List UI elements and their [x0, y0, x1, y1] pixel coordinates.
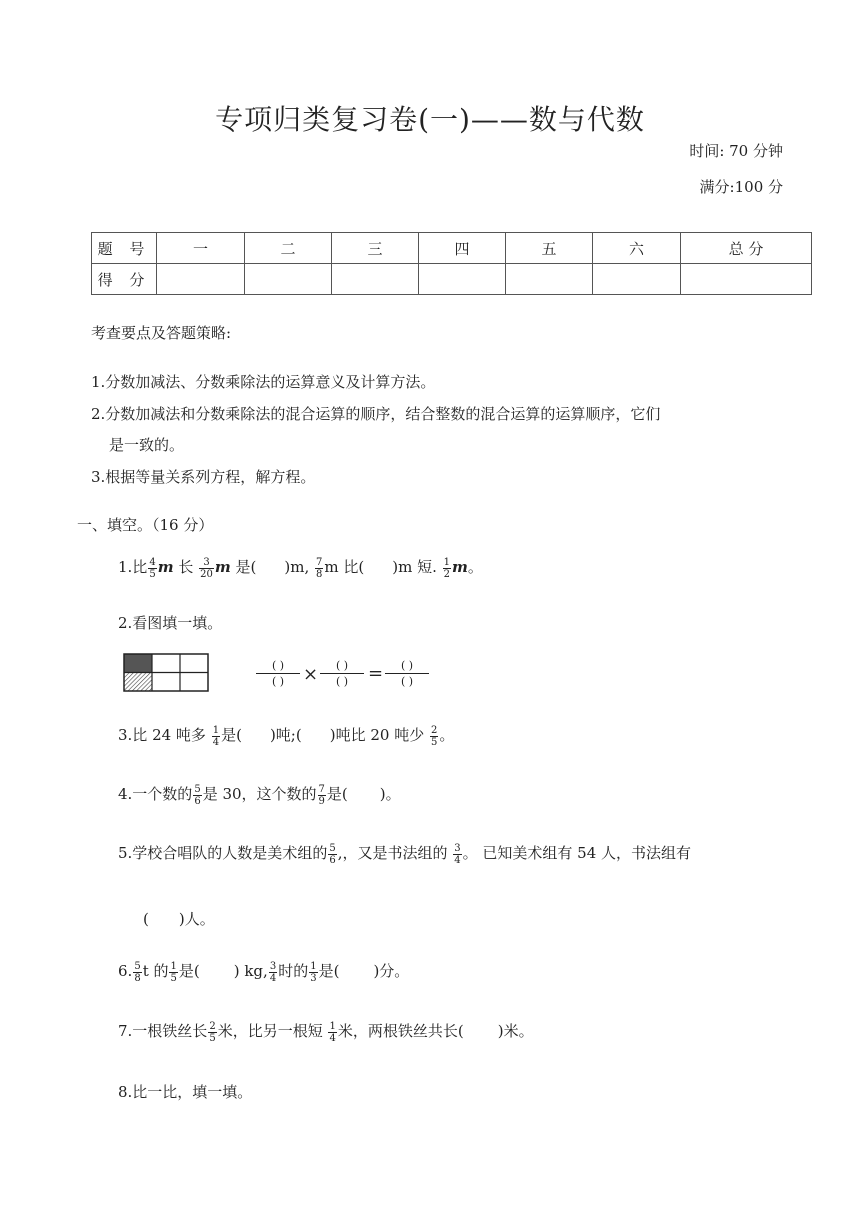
column-6: 六: [593, 233, 681, 264]
column-5: 五: [506, 233, 593, 264]
column-2: 二: [245, 233, 332, 264]
fraction: $\frac{2}{5}$: [430, 724, 438, 748]
score-cell-total[interactable]: [681, 264, 812, 295]
fraction: $\frac{1}{5}$: [170, 960, 177, 984]
strategy-item-3: 3.根据等量关系列方程，解方程。: [91, 468, 316, 486]
strategy-item-2: 2.分数加减法和分数乘除法的混合运算的顺序，结合整数的混合运算的运算顺序，它们: [91, 405, 661, 423]
fraction: $\frac{3}{4}$: [454, 842, 461, 866]
section-1-heading: 一、填空。（16 分）: [77, 516, 214, 534]
fraction: $\frac{1}{4}$: [212, 724, 220, 748]
fraction: $\frac{5}{6}$: [329, 842, 336, 866]
score-cell-1[interactable]: [157, 264, 245, 295]
fraction: $\frac{7}{9}$: [318, 783, 325, 807]
question-6: 6. $\frac{5}{8}$ t 的 $\frac{1}{5}$ 是( ) kg, $\frac{3}{4}$ 时的 $\frac{1}{3}$ 是( )分。: [118, 960, 410, 984]
fraction-grid-figure: [123, 653, 209, 693]
column-4: 四: [419, 233, 506, 264]
blank-fraction-1[interactable]: ( ) ( ): [256, 659, 300, 688]
strategy-heading: 考查要点及答题策略:: [91, 324, 232, 342]
question-1: 1.比 $\frac{4}{5}$ m 长 $\frac{3}{20}$ m 是( )m, $\frac{7}{8}$ m 比( )m 短. $\frac{1}{2}$ m。: [118, 556, 483, 580]
question-2: 2.看图填一填。: [118, 614, 223, 632]
score-cell-4[interactable]: [419, 264, 506, 295]
column-total: 总 分: [681, 233, 812, 264]
exam-time: 时间: 70 分钟: [689, 142, 783, 160]
score-table-header-row: [92, 233, 812, 264]
score-cell-2[interactable]: [245, 264, 332, 295]
column-1: 一: [157, 233, 245, 264]
fraction: $\frac{4}{5}$: [149, 556, 156, 580]
column-3: 三: [332, 233, 419, 264]
grid-cell-hatched: [124, 672, 152, 691]
times-sign: ×: [303, 664, 319, 685]
fraction: $\frac{3}{20}$: [200, 556, 213, 580]
strategy-item-1: 1.分数加减法、分数乘除法的运算意义及计算方法。: [91, 373, 436, 391]
equals-sign: =: [368, 663, 384, 684]
question-7: 7.一根铁丝长 $\frac{2}{5}$ 米，比另一根短 $\frac{1}{4}$ 米，两根铁丝共长( )米。: [118, 1020, 534, 1044]
question-4: 4.一个数的 $\frac{5}{6}$ 是 30，这个数的 $\frac{7}{9}$ 是( )。: [118, 783, 401, 807]
fraction: $\frac{5}{8}$: [134, 960, 141, 984]
score-cell-5[interactable]: [506, 264, 593, 295]
grid-cell-shaded: [124, 654, 152, 672]
fraction: $\frac{2}{5}$: [209, 1020, 216, 1044]
question-5-line-2: ( )人。: [143, 910, 215, 928]
fraction: $\frac{3}{4}$: [269, 960, 277, 984]
score-cell-3[interactable]: [332, 264, 419, 295]
strategy-item-2-cont: 是一致的。: [109, 436, 185, 454]
blank-fraction-3[interactable]: ( ) ( ): [385, 659, 429, 688]
score-cell-6[interactable]: [593, 264, 681, 295]
fraction: $\frac{1}{2}$: [443, 556, 451, 580]
question-8: 8.比一比，填一填。: [118, 1083, 253, 1101]
question-5: 5.学校合唱队的人数是美术组的 $\frac{5}{6}$ ,，又是书法组的 $\frac{3}{4}$ 。 已知美术组有 54 人，书法组有: [118, 842, 692, 866]
score-table: [91, 232, 812, 295]
score-table-score-row: [92, 264, 812, 295]
full-score: 满分:100 分: [699, 178, 783, 196]
blank-fraction-2[interactable]: ( ) ( ): [320, 659, 364, 688]
score-label: 得 分: [92, 264, 157, 295]
page-title: 专项归类复习卷(一)——数与代数: [215, 103, 645, 136]
fraction: $\frac{7}{8}$: [316, 556, 323, 580]
fraction: $\frac{5}{6}$: [194, 783, 201, 807]
question-3: 3.比 24 吨多 $\frac{1}{4}$ 是( )吨;( )吨比 20 吨少 $\frac{2}{5}$ 。: [118, 724, 455, 748]
fraction: $\frac{1}{3}$: [310, 960, 317, 984]
question-number-label: 题 号: [92, 233, 157, 264]
fraction: $\frac{1}{4}$: [329, 1020, 336, 1044]
